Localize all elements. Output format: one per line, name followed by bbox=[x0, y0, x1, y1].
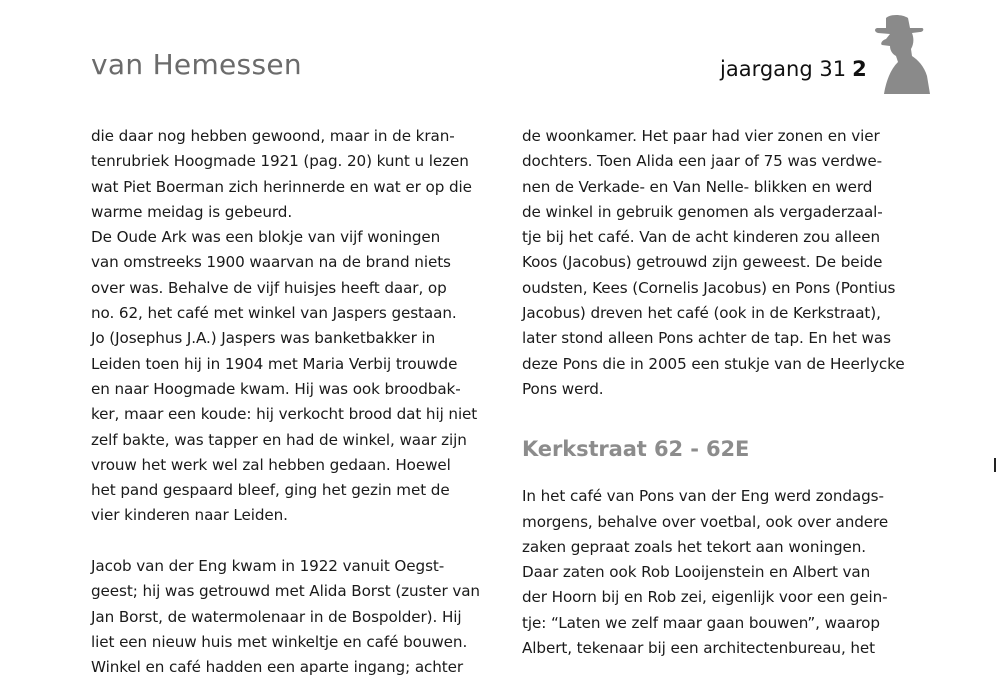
text-line: wat Piet Boerman zich herinnerde en wat er op die bbox=[91, 177, 472, 196]
text-line: no. 62, het café met winkel van Jaspers gestaan. bbox=[91, 304, 457, 323]
text-line: Jan Borst, de watermolenaar in de Bospolder). Hij bbox=[91, 607, 462, 626]
text-line: warme meidag is gebeurd. bbox=[91, 202, 293, 221]
text-line: deze Pons die in 2005 een stukje van de Heerlycke bbox=[522, 354, 905, 373]
text-line: over was. Behalve de vijf huisjes heeft daar, op bbox=[91, 278, 447, 297]
left-paragraph-3 bbox=[91, 554, 491, 680]
text-line: Jacob van der Eng kwam in 1922 vanuit Oegst- bbox=[91, 557, 445, 576]
text-line: Leiden toen hij in 1904 met Maria Verbij trouwde bbox=[91, 354, 458, 373]
text-line: ker, maar een koude: hij verkocht brood dat hij niet bbox=[91, 405, 478, 424]
text-line: van omstreeks 1900 waarvan na de brand niets bbox=[91, 253, 451, 272]
text-line: later stond alleen Pons achter de tap. En het was bbox=[522, 329, 891, 348]
text-line: In het café van Pons van der Eng werd zondags- bbox=[522, 487, 884, 506]
page-title: van Hemessen bbox=[91, 48, 302, 81]
text-line: dochters. Toen Alida een jaar of 75 was verdwe- bbox=[522, 152, 883, 171]
paragraph-spacer bbox=[91, 529, 491, 554]
text-line: De Oude Ark was een blokje van vijf woningen bbox=[91, 228, 441, 247]
text-line: Pons werd. bbox=[522, 379, 604, 398]
volume-label bbox=[720, 57, 867, 81]
man-with-hat-logo-icon bbox=[872, 12, 930, 96]
text-line: die daar nog hebben gewoond, maar in de kran- bbox=[91, 127, 455, 145]
text-line: liet een nieuw huis met winkeltje en café bouwen. bbox=[91, 632, 468, 651]
text-line: Koos (Jacobus) getrouwd zijn geweest. De beide bbox=[522, 253, 883, 272]
text-line: en naar Hoogmade kwam. Hij was ook broodbak- bbox=[91, 379, 461, 398]
text-line: het pand gespaard bleef, ging het gezin met de bbox=[91, 481, 450, 500]
right-paragraph-2 bbox=[522, 484, 917, 661]
text-line: der Hoorn bij en Rob zei, eigenlijk voor een gein- bbox=[522, 588, 888, 607]
page-number: 2 bbox=[852, 57, 867, 81]
text-line: zaken gepraat zoals het tekort aan woningen. bbox=[522, 537, 867, 556]
text-line: de woonkamer. Het paar had vier zonen en vier bbox=[522, 127, 880, 145]
text-line: tje: “Laten we zelf maar gaan bouwen”, waarop bbox=[522, 613, 880, 632]
text-line: Albert, tekenaar bij een architectenbureau, het bbox=[522, 639, 876, 658]
right-paragraph-1 bbox=[522, 124, 917, 402]
text-line: de winkel in gebruik genomen als vergaderzaal- bbox=[522, 202, 883, 221]
text-line: vrouw het werk wel zal hebben gedaan. Hoewel bbox=[91, 455, 451, 474]
right-column bbox=[522, 124, 917, 661]
text-line: tenrubriek Hoogmade 1921 (pag. 20) kunt u lezen bbox=[91, 152, 469, 171]
text-line: nen de Verkade- en Van Nelle- blikken en werd bbox=[522, 177, 873, 196]
text-line: tje bij het café. Van de acht kinderen zou alleen bbox=[522, 228, 881, 247]
text-line: geest; hij was getrouwd met Alida Borst (zuster van bbox=[91, 582, 480, 601]
volume-text: jaargang 31 bbox=[720, 57, 847, 81]
text-line: morgens, behalve over voetbal, ook over andere bbox=[522, 512, 889, 531]
text-line: Daar zaten ook Rob Looijenstein en Albert van bbox=[522, 563, 871, 582]
text-line: zelf bakte, was tapper en had de winkel, waar zijn bbox=[91, 430, 467, 449]
section-heading: Kerkstraat 62 - 62E bbox=[522, 437, 750, 462]
left-paragraph-2 bbox=[91, 225, 491, 529]
text-cursor-mark bbox=[994, 458, 996, 472]
left-column bbox=[91, 124, 491, 681]
text-line: vier kinderen naar Leiden. bbox=[91, 506, 288, 525]
section-spacer bbox=[522, 402, 917, 432]
text-line: Jacobus) dreven het café (ook in de Kerkstraat), bbox=[522, 304, 881, 323]
text-line: Jo (Josephus J.A.) Jaspers was banketbakker in bbox=[91, 329, 436, 348]
text-line: oudsten, Kees (Cornelis Jacobus) en Pons (Pontius bbox=[522, 278, 896, 297]
text-line: Winkel en café hadden een aparte ingang; achter bbox=[91, 658, 464, 677]
left-paragraph-1 bbox=[91, 124, 491, 225]
